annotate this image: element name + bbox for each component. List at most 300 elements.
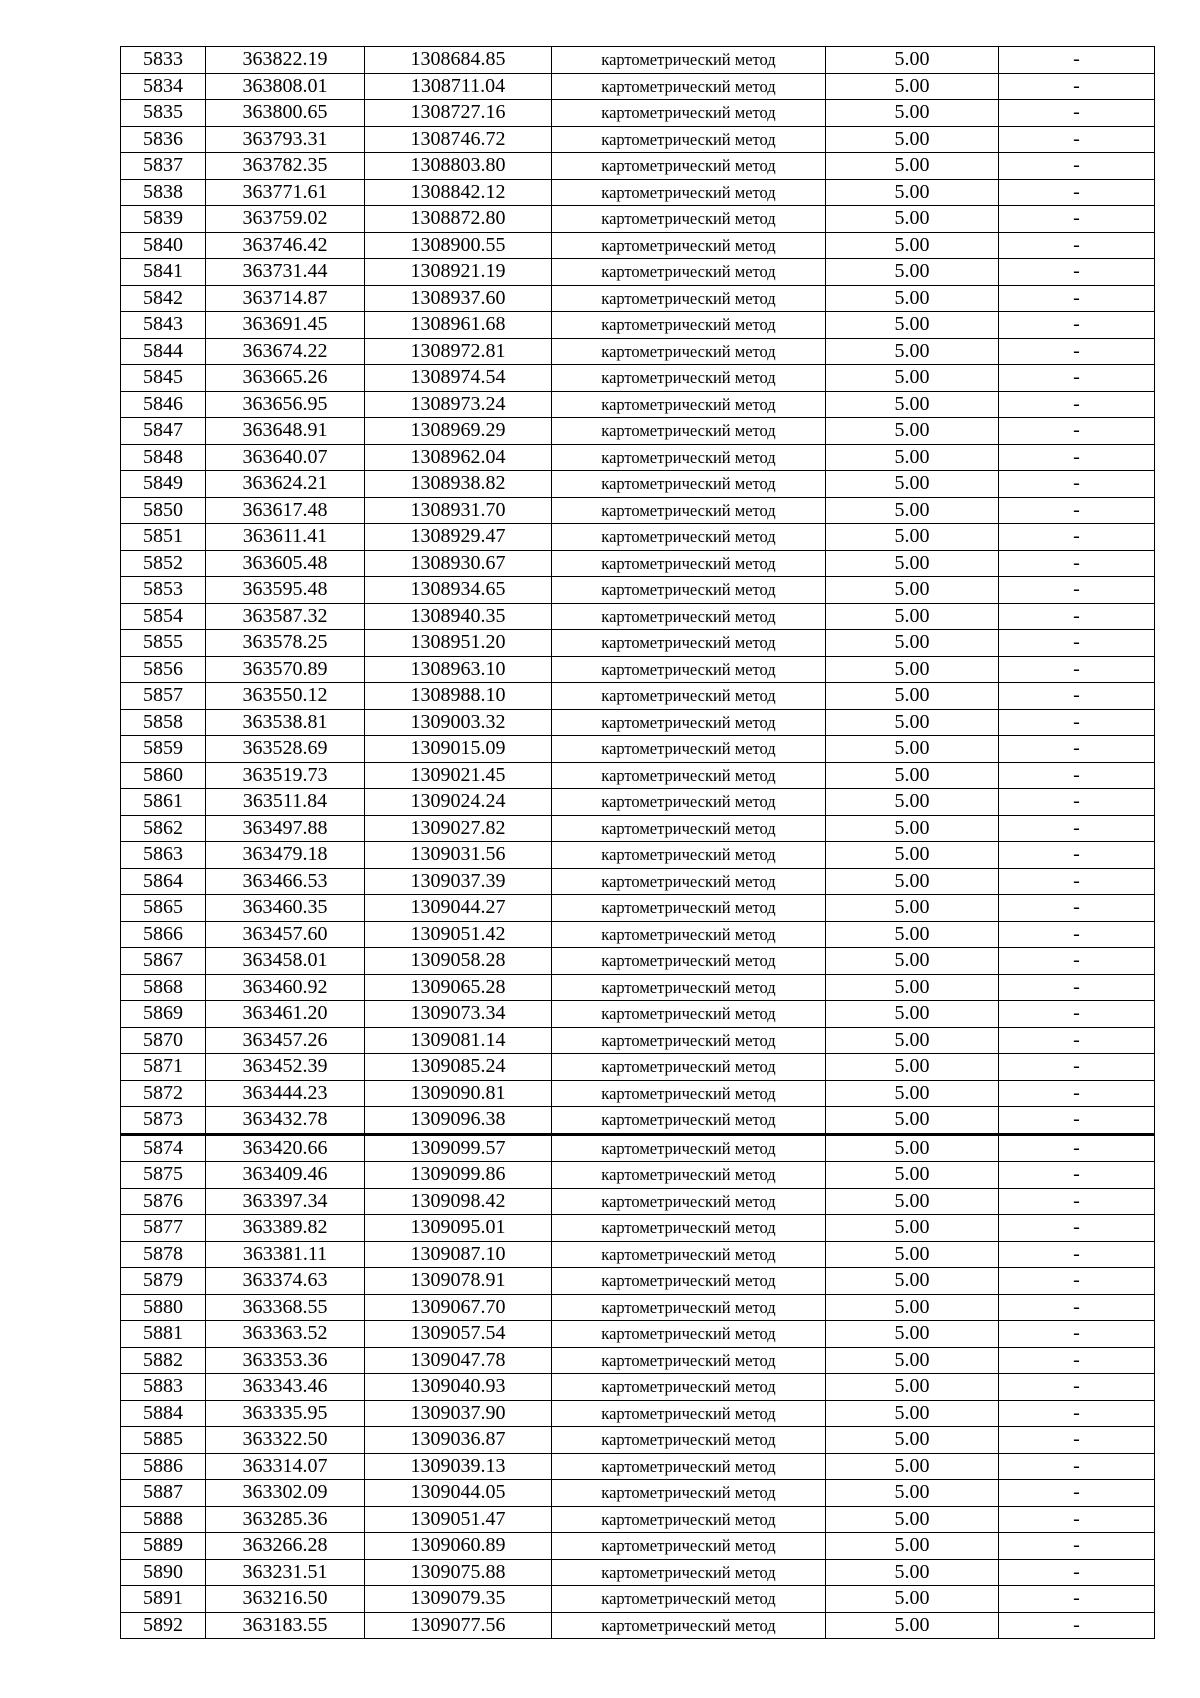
- accuracy-cell: 5.00: [826, 709, 999, 736]
- y-coordinate-cell: 1308842.12: [365, 179, 552, 206]
- point-number-cell: 5856: [121, 656, 206, 683]
- point-number-cell: 5865: [121, 895, 206, 922]
- note-cell: -: [999, 1586, 1155, 1613]
- x-coordinate-cell: 363460.35: [206, 895, 365, 922]
- method-cell: картометрический метод: [552, 921, 826, 948]
- x-coordinate-cell: 363497.88: [206, 815, 365, 842]
- y-coordinate-cell: 1309085.24: [365, 1054, 552, 1081]
- method-cell: картометрический метод: [552, 1321, 826, 1348]
- note-cell: -: [999, 1374, 1155, 1401]
- accuracy-cell: 5.00: [826, 100, 999, 127]
- point-number-cell: 5855: [121, 630, 206, 657]
- y-coordinate-cell: 1308921.19: [365, 259, 552, 286]
- y-coordinate-cell: 1309047.78: [365, 1347, 552, 1374]
- y-coordinate-cell: 1309090.81: [365, 1080, 552, 1107]
- table-row: [121, 1586, 1155, 1613]
- x-coordinate-cell: 363452.39: [206, 1054, 365, 1081]
- x-coordinate-cell: 363231.51: [206, 1559, 365, 1586]
- method-cell: картометрический метод: [552, 1241, 826, 1268]
- table-row: [121, 656, 1155, 683]
- note-cell: -: [999, 1054, 1155, 1081]
- table-row: [121, 1294, 1155, 1321]
- table-row: [121, 285, 1155, 312]
- x-coordinate-cell: 363822.19: [206, 47, 365, 74]
- note-cell: -: [999, 1001, 1155, 1028]
- method-cell: картометрический метод: [552, 709, 826, 736]
- table-row: [121, 497, 1155, 524]
- x-coordinate-cell: 363771.61: [206, 179, 365, 206]
- note-cell: -: [999, 1559, 1155, 1586]
- method-cell: картометрический метод: [552, 1533, 826, 1560]
- accuracy-cell: 5.00: [826, 921, 999, 948]
- accuracy-cell: 5.00: [826, 1612, 999, 1639]
- table-row: [121, 762, 1155, 789]
- note-cell: -: [999, 895, 1155, 922]
- x-coordinate-cell: 363397.34: [206, 1188, 365, 1215]
- x-coordinate-cell: 363570.89: [206, 656, 365, 683]
- table-body: [121, 47, 1155, 1639]
- table-row: [121, 683, 1155, 710]
- note-cell: -: [999, 1162, 1155, 1189]
- coordinates-table: [120, 46, 1155, 1639]
- x-coordinate-cell: 363519.73: [206, 762, 365, 789]
- accuracy-cell: 5.00: [826, 365, 999, 392]
- note-cell: -: [999, 842, 1155, 869]
- x-coordinate-cell: 363665.26: [206, 365, 365, 392]
- y-coordinate-cell: 1309065.28: [365, 974, 552, 1001]
- note-cell: -: [999, 1321, 1155, 1348]
- accuracy-cell: 5.00: [826, 232, 999, 259]
- y-coordinate-cell: 1308727.16: [365, 100, 552, 127]
- table-row: [121, 1559, 1155, 1586]
- point-number-cell: 5836: [121, 126, 206, 153]
- table-row: [121, 1268, 1155, 1295]
- note-cell: -: [999, 47, 1155, 74]
- note-cell: -: [999, 179, 1155, 206]
- y-coordinate-cell: 1309024.24: [365, 789, 552, 816]
- point-number-cell: 5838: [121, 179, 206, 206]
- point-number-cell: 5850: [121, 497, 206, 524]
- accuracy-cell: 5.00: [826, 1162, 999, 1189]
- note-cell: -: [999, 656, 1155, 683]
- note-cell: -: [999, 974, 1155, 1001]
- point-number-cell: 5849: [121, 471, 206, 498]
- table-row: [121, 1321, 1155, 1348]
- method-cell: картометрический метод: [552, 73, 826, 100]
- note-cell: -: [999, 1427, 1155, 1454]
- method-cell: картометрический метод: [552, 974, 826, 1001]
- x-coordinate-cell: 363648.91: [206, 418, 365, 445]
- x-coordinate-cell: 363746.42: [206, 232, 365, 259]
- y-coordinate-cell: 1309087.10: [365, 1241, 552, 1268]
- point-number-cell: 5888: [121, 1506, 206, 1533]
- table-row: [121, 232, 1155, 259]
- note-cell: -: [999, 1294, 1155, 1321]
- x-coordinate-cell: 363389.82: [206, 1215, 365, 1242]
- accuracy-cell: 5.00: [826, 1506, 999, 1533]
- note-cell: -: [999, 815, 1155, 842]
- method-cell: картометрический метод: [552, 948, 826, 975]
- point-number-cell: 5861: [121, 789, 206, 816]
- note-cell: -: [999, 577, 1155, 604]
- y-coordinate-cell: 1309081.14: [365, 1027, 552, 1054]
- table-row: [121, 444, 1155, 471]
- table-row: [121, 47, 1155, 74]
- point-number-cell: 5842: [121, 285, 206, 312]
- table-row: [121, 1347, 1155, 1374]
- x-coordinate-cell: 363285.36: [206, 1506, 365, 1533]
- point-number-cell: 5852: [121, 550, 206, 577]
- note-cell: -: [999, 312, 1155, 339]
- x-coordinate-cell: 363353.36: [206, 1347, 365, 1374]
- y-coordinate-cell: 1308951.20: [365, 630, 552, 657]
- x-coordinate-cell: 363363.52: [206, 1321, 365, 1348]
- table-row: [121, 418, 1155, 445]
- method-cell: картометрический метод: [552, 762, 826, 789]
- accuracy-cell: 5.00: [826, 1400, 999, 1427]
- accuracy-cell: 5.00: [826, 497, 999, 524]
- method-cell: картометрический метод: [552, 524, 826, 551]
- y-coordinate-cell: 1308937.60: [365, 285, 552, 312]
- point-number-cell: 5839: [121, 206, 206, 233]
- method-cell: картометрический метод: [552, 842, 826, 869]
- note-cell: -: [999, 1134, 1155, 1162]
- point-number-cell: 5891: [121, 1586, 206, 1613]
- accuracy-cell: 5.00: [826, 1054, 999, 1081]
- method-cell: картометрический метод: [552, 1612, 826, 1639]
- accuracy-cell: 5.00: [826, 524, 999, 551]
- x-coordinate-cell: 363800.65: [206, 100, 365, 127]
- x-coordinate-cell: 363578.25: [206, 630, 365, 657]
- y-coordinate-cell: 1309067.70: [365, 1294, 552, 1321]
- method-cell: картометрический метод: [552, 126, 826, 153]
- note-cell: -: [999, 1480, 1155, 1507]
- x-coordinate-cell: 363782.35: [206, 153, 365, 180]
- table-row: [121, 1374, 1155, 1401]
- accuracy-cell: 5.00: [826, 842, 999, 869]
- y-coordinate-cell: 1309075.88: [365, 1559, 552, 1586]
- accuracy-cell: 5.00: [826, 1241, 999, 1268]
- x-coordinate-cell: 363640.07: [206, 444, 365, 471]
- accuracy-cell: 5.00: [826, 577, 999, 604]
- x-coordinate-cell: 363479.18: [206, 842, 365, 869]
- point-number-cell: 5857: [121, 683, 206, 710]
- accuracy-cell: 5.00: [826, 1268, 999, 1295]
- note-cell: -: [999, 921, 1155, 948]
- y-coordinate-cell: 1308929.47: [365, 524, 552, 551]
- accuracy-cell: 5.00: [826, 656, 999, 683]
- point-number-cell: 5867: [121, 948, 206, 975]
- method-cell: картометрический метод: [552, 153, 826, 180]
- point-number-cell: 5875: [121, 1162, 206, 1189]
- accuracy-cell: 5.00: [826, 630, 999, 657]
- accuracy-cell: 5.00: [826, 550, 999, 577]
- note-cell: -: [999, 73, 1155, 100]
- method-cell: картометрический метод: [552, 1374, 826, 1401]
- x-coordinate-cell: 363528.69: [206, 736, 365, 763]
- method-cell: картометрический метод: [552, 338, 826, 365]
- y-coordinate-cell: 1308711.04: [365, 73, 552, 100]
- y-coordinate-cell: 1309077.56: [365, 1612, 552, 1639]
- y-coordinate-cell: 1309031.56: [365, 842, 552, 869]
- point-number-cell: 5874: [121, 1134, 206, 1162]
- table-row: [121, 1162, 1155, 1189]
- note-cell: -: [999, 259, 1155, 286]
- accuracy-cell: 5.00: [826, 974, 999, 1001]
- method-cell: картометрический метод: [552, 1347, 826, 1374]
- method-cell: картометрический метод: [552, 1506, 826, 1533]
- y-coordinate-cell: 1308938.82: [365, 471, 552, 498]
- x-coordinate-cell: 363420.66: [206, 1134, 365, 1162]
- table-row: [121, 206, 1155, 233]
- table-row: [121, 603, 1155, 630]
- note-cell: -: [999, 948, 1155, 975]
- accuracy-cell: 5.00: [826, 444, 999, 471]
- method-cell: картометрический метод: [552, 391, 826, 418]
- table-row: [121, 736, 1155, 763]
- x-coordinate-cell: 363458.01: [206, 948, 365, 975]
- x-coordinate-cell: 363343.46: [206, 1374, 365, 1401]
- x-coordinate-cell: 363216.50: [206, 1586, 365, 1613]
- point-number-cell: 5863: [121, 842, 206, 869]
- table-row: [121, 948, 1155, 975]
- note-cell: -: [999, 683, 1155, 710]
- method-cell: картометрический метод: [552, 1400, 826, 1427]
- x-coordinate-cell: 363605.48: [206, 550, 365, 577]
- accuracy-cell: 5.00: [826, 1586, 999, 1613]
- method-cell: картометрический метод: [552, 683, 826, 710]
- method-cell: картометрический метод: [552, 1215, 826, 1242]
- point-number-cell: 5881: [121, 1321, 206, 1348]
- table-row: [121, 391, 1155, 418]
- method-cell: картометрический метод: [552, 1188, 826, 1215]
- method-cell: картометрический метод: [552, 1054, 826, 1081]
- accuracy-cell: 5.00: [826, 206, 999, 233]
- y-coordinate-cell: 1309003.32: [365, 709, 552, 736]
- accuracy-cell: 5.00: [826, 1134, 999, 1162]
- table-row: [121, 365, 1155, 392]
- accuracy-cell: 5.00: [826, 259, 999, 286]
- point-number-cell: 5878: [121, 1241, 206, 1268]
- method-cell: картометрический метод: [552, 47, 826, 74]
- x-coordinate-cell: 363793.31: [206, 126, 365, 153]
- x-coordinate-cell: 363432.78: [206, 1107, 365, 1135]
- accuracy-cell: 5.00: [826, 1321, 999, 1348]
- accuracy-cell: 5.00: [826, 1559, 999, 1586]
- accuracy-cell: 5.00: [826, 73, 999, 100]
- method-cell: картометрический метод: [552, 444, 826, 471]
- point-number-cell: 5885: [121, 1427, 206, 1454]
- point-number-cell: 5870: [121, 1027, 206, 1054]
- note-cell: -: [999, 550, 1155, 577]
- method-cell: картометрический метод: [552, 471, 826, 498]
- y-coordinate-cell: 1309040.93: [365, 1374, 552, 1401]
- point-number-cell: 5848: [121, 444, 206, 471]
- point-number-cell: 5882: [121, 1347, 206, 1374]
- table-row: [121, 1107, 1155, 1135]
- method-cell: картометрический метод: [552, 1080, 826, 1107]
- note-cell: -: [999, 391, 1155, 418]
- y-coordinate-cell: 1309060.89: [365, 1533, 552, 1560]
- y-coordinate-cell: 1308900.55: [365, 232, 552, 259]
- accuracy-cell: 5.00: [826, 471, 999, 498]
- table-row: [121, 179, 1155, 206]
- table-row: [121, 153, 1155, 180]
- point-number-cell: 5860: [121, 762, 206, 789]
- y-coordinate-cell: 1309037.90: [365, 1400, 552, 1427]
- note-cell: -: [999, 471, 1155, 498]
- accuracy-cell: 5.00: [826, 312, 999, 339]
- note-cell: -: [999, 868, 1155, 895]
- y-coordinate-cell: 1309099.86: [365, 1162, 552, 1189]
- table-row: [121, 1054, 1155, 1081]
- accuracy-cell: 5.00: [826, 603, 999, 630]
- method-cell: картометрический метод: [552, 815, 826, 842]
- y-coordinate-cell: 1309099.57: [365, 1134, 552, 1162]
- x-coordinate-cell: 363511.84: [206, 789, 365, 816]
- table-row: [121, 1188, 1155, 1215]
- note-cell: -: [999, 630, 1155, 657]
- method-cell: картометрический метод: [552, 1268, 826, 1295]
- y-coordinate-cell: 1308930.67: [365, 550, 552, 577]
- accuracy-cell: 5.00: [826, 1294, 999, 1321]
- table-row: [121, 921, 1155, 948]
- note-cell: -: [999, 1215, 1155, 1242]
- note-cell: -: [999, 1107, 1155, 1135]
- note-cell: -: [999, 100, 1155, 127]
- point-number-cell: 5844: [121, 338, 206, 365]
- point-number-cell: 5883: [121, 1374, 206, 1401]
- note-cell: -: [999, 365, 1155, 392]
- note-cell: -: [999, 603, 1155, 630]
- point-number-cell: 5887: [121, 1480, 206, 1507]
- method-cell: картометрический метод: [552, 1559, 826, 1586]
- table-row: [121, 1080, 1155, 1107]
- table-row: [121, 630, 1155, 657]
- table-row: [121, 1215, 1155, 1242]
- note-cell: -: [999, 497, 1155, 524]
- table-row: [121, 974, 1155, 1001]
- note-cell: -: [999, 1080, 1155, 1107]
- point-number-cell: 5862: [121, 815, 206, 842]
- note-cell: -: [999, 206, 1155, 233]
- accuracy-cell: 5.00: [826, 338, 999, 365]
- point-number-cell: 5851: [121, 524, 206, 551]
- note-cell: -: [999, 338, 1155, 365]
- method-cell: картометрический метод: [552, 1162, 826, 1189]
- y-coordinate-cell: 1309037.39: [365, 868, 552, 895]
- table-row: [121, 1427, 1155, 1454]
- x-coordinate-cell: 363587.32: [206, 603, 365, 630]
- x-coordinate-cell: 363674.22: [206, 338, 365, 365]
- point-number-cell: 5834: [121, 73, 206, 100]
- method-cell: картометрический метод: [552, 1001, 826, 1028]
- note-cell: -: [999, 709, 1155, 736]
- accuracy-cell: 5.00: [826, 948, 999, 975]
- point-number-cell: 5877: [121, 1215, 206, 1242]
- table-row: [121, 524, 1155, 551]
- y-coordinate-cell: 1309078.91: [365, 1268, 552, 1295]
- note-cell: -: [999, 1453, 1155, 1480]
- table-row: [121, 1134, 1155, 1162]
- method-cell: картометрический метод: [552, 789, 826, 816]
- accuracy-cell: 5.00: [826, 179, 999, 206]
- x-coordinate-cell: 363409.46: [206, 1162, 365, 1189]
- y-coordinate-cell: 1309021.45: [365, 762, 552, 789]
- point-number-cell: 5886: [121, 1453, 206, 1480]
- note-cell: -: [999, 1506, 1155, 1533]
- note-cell: -: [999, 418, 1155, 445]
- accuracy-cell: 5.00: [826, 1480, 999, 1507]
- point-number-cell: 5869: [121, 1001, 206, 1028]
- method-cell: картометрический метод: [552, 1427, 826, 1454]
- point-number-cell: 5859: [121, 736, 206, 763]
- point-number-cell: 5892: [121, 1612, 206, 1639]
- method-cell: картометрический метод: [552, 206, 826, 233]
- y-coordinate-cell: 1309051.47: [365, 1506, 552, 1533]
- x-coordinate-cell: 363808.01: [206, 73, 365, 100]
- table-row: [121, 1533, 1155, 1560]
- accuracy-cell: 5.00: [826, 1001, 999, 1028]
- note-cell: -: [999, 1027, 1155, 1054]
- table-row: [121, 815, 1155, 842]
- note-cell: -: [999, 524, 1155, 551]
- method-cell: картометрический метод: [552, 630, 826, 657]
- table-row: [121, 126, 1155, 153]
- point-number-cell: 5884: [121, 1400, 206, 1427]
- note-cell: -: [999, 1612, 1155, 1639]
- y-coordinate-cell: 1309079.35: [365, 1586, 552, 1613]
- x-coordinate-cell: 363335.95: [206, 1400, 365, 1427]
- y-coordinate-cell: 1308963.10: [365, 656, 552, 683]
- method-cell: картометрический метод: [552, 550, 826, 577]
- x-coordinate-cell: 363457.26: [206, 1027, 365, 1054]
- y-coordinate-cell: 1308746.72: [365, 126, 552, 153]
- point-number-cell: 5880: [121, 1294, 206, 1321]
- accuracy-cell: 5.00: [826, 1427, 999, 1454]
- method-cell: картометрический метод: [552, 285, 826, 312]
- accuracy-cell: 5.00: [826, 418, 999, 445]
- point-number-cell: 5837: [121, 153, 206, 180]
- note-cell: -: [999, 1268, 1155, 1295]
- y-coordinate-cell: 1308931.70: [365, 497, 552, 524]
- x-coordinate-cell: 363731.44: [206, 259, 365, 286]
- point-number-cell: 5858: [121, 709, 206, 736]
- note-cell: -: [999, 285, 1155, 312]
- note-cell: -: [999, 153, 1155, 180]
- table-row: [121, 338, 1155, 365]
- table-row: [121, 100, 1155, 127]
- y-coordinate-cell: 1308940.35: [365, 603, 552, 630]
- method-cell: картометрический метод: [552, 1453, 826, 1480]
- x-coordinate-cell: 363381.11: [206, 1241, 365, 1268]
- x-coordinate-cell: 363461.20: [206, 1001, 365, 1028]
- table-row: [121, 577, 1155, 604]
- method-cell: картометрический метод: [552, 1294, 826, 1321]
- table-row: [121, 550, 1155, 577]
- x-coordinate-cell: 363314.07: [206, 1453, 365, 1480]
- accuracy-cell: 5.00: [826, 736, 999, 763]
- method-cell: картометрический метод: [552, 100, 826, 127]
- x-coordinate-cell: 363444.23: [206, 1080, 365, 1107]
- note-cell: -: [999, 1533, 1155, 1560]
- table-row: [121, 1480, 1155, 1507]
- method-cell: картометрический метод: [552, 1586, 826, 1613]
- x-coordinate-cell: 363183.55: [206, 1612, 365, 1639]
- method-cell: картометрический метод: [552, 656, 826, 683]
- table-row: [121, 471, 1155, 498]
- y-coordinate-cell: 1309044.27: [365, 895, 552, 922]
